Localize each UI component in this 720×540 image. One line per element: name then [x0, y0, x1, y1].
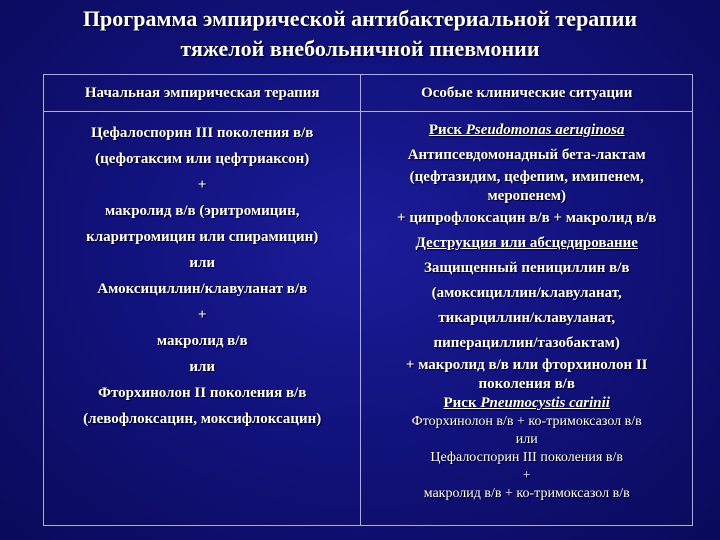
header-initial-therapy: Начальная эмпирическая терапия	[44, 75, 361, 112]
list-item: меропенем)	[487, 188, 566, 204]
table-body-row	[44, 112, 693, 526]
list-item: Фторхинолон в/в + ко-тримоксазол в/в	[411, 414, 642, 429]
risk-pseudomonas-heading	[361, 118, 692, 143]
title-line-2: тяжелой внебольничной пневмонии	[180, 36, 540, 61]
list-item: или	[189, 359, 216, 375]
initial-therapy-cell	[44, 112, 361, 526]
table-header-row	[44, 75, 693, 112]
list-item: Антипсевдомонадный бета-лактам	[407, 147, 646, 163]
list-item: Защищенный пенициллин в/в	[423, 260, 630, 276]
list-item: + макролид в/в или фторхинолон II	[405, 357, 648, 373]
therapy-table	[43, 74, 693, 526]
organism-name: Pneumocystis carinii	[480, 395, 610, 411]
list-item: или	[515, 432, 538, 447]
list-item: + ципрофлоксацин в/в + макролид в/в	[397, 210, 657, 226]
list-item: или	[189, 255, 216, 271]
list-item: (цефотаксим или цефтриаксон)	[95, 151, 310, 167]
list-item: макролид в/в + ко-тримоксазол в/в	[423, 486, 630, 501]
list-item: Цефалоспорин III поколения в/в	[91, 125, 314, 141]
special-situations-cell	[361, 112, 693, 526]
initial-therapy-list	[44, 112, 360, 432]
risk-prefix: Риск	[428, 122, 466, 138]
list-item: макролид в/в (эритромицин,	[104, 203, 300, 219]
list-item: (цефтазидим, цефепим, имипенем,	[409, 169, 644, 185]
list-item: кларитромицин или спирамицин)	[86, 229, 319, 245]
organism-name: Pseudomonas aeruginosa	[465, 122, 625, 138]
list-item: макролид в/в	[156, 333, 248, 349]
list-item: (амоксициллин/клавуланат,	[431, 285, 622, 301]
list-item: Цефалоспорин III поколения в/в	[430, 450, 623, 465]
risk-prefix: Риск	[443, 395, 481, 411]
list-item: +	[197, 177, 207, 193]
risk-pneumocystis-heading	[361, 394, 692, 413]
header-special-situations: Особые клинические ситуации	[361, 75, 693, 112]
list-item: Фторхинолон II поколения в/в	[98, 385, 307, 401]
list-item: поколения в/в	[478, 376, 575, 392]
list-item: +	[522, 468, 531, 483]
list-item: Амоксициллин/клавуланат в/в	[97, 281, 308, 297]
title-line-1: Программа эмпирической антибактериальной терапии	[82, 6, 638, 31]
list-item: тикарциллин/клавуланат,	[438, 310, 616, 326]
list-item: пиперациллин/тазобактам)	[433, 335, 620, 351]
slide-title	[0, 4, 720, 64]
special-situations-list	[361, 112, 692, 503]
list-item: +	[197, 307, 207, 323]
destruction-heading: Деструкция или абсцедирование	[415, 235, 638, 251]
list-item: (левофлоксацин, моксифлоксацин)	[83, 411, 322, 427]
